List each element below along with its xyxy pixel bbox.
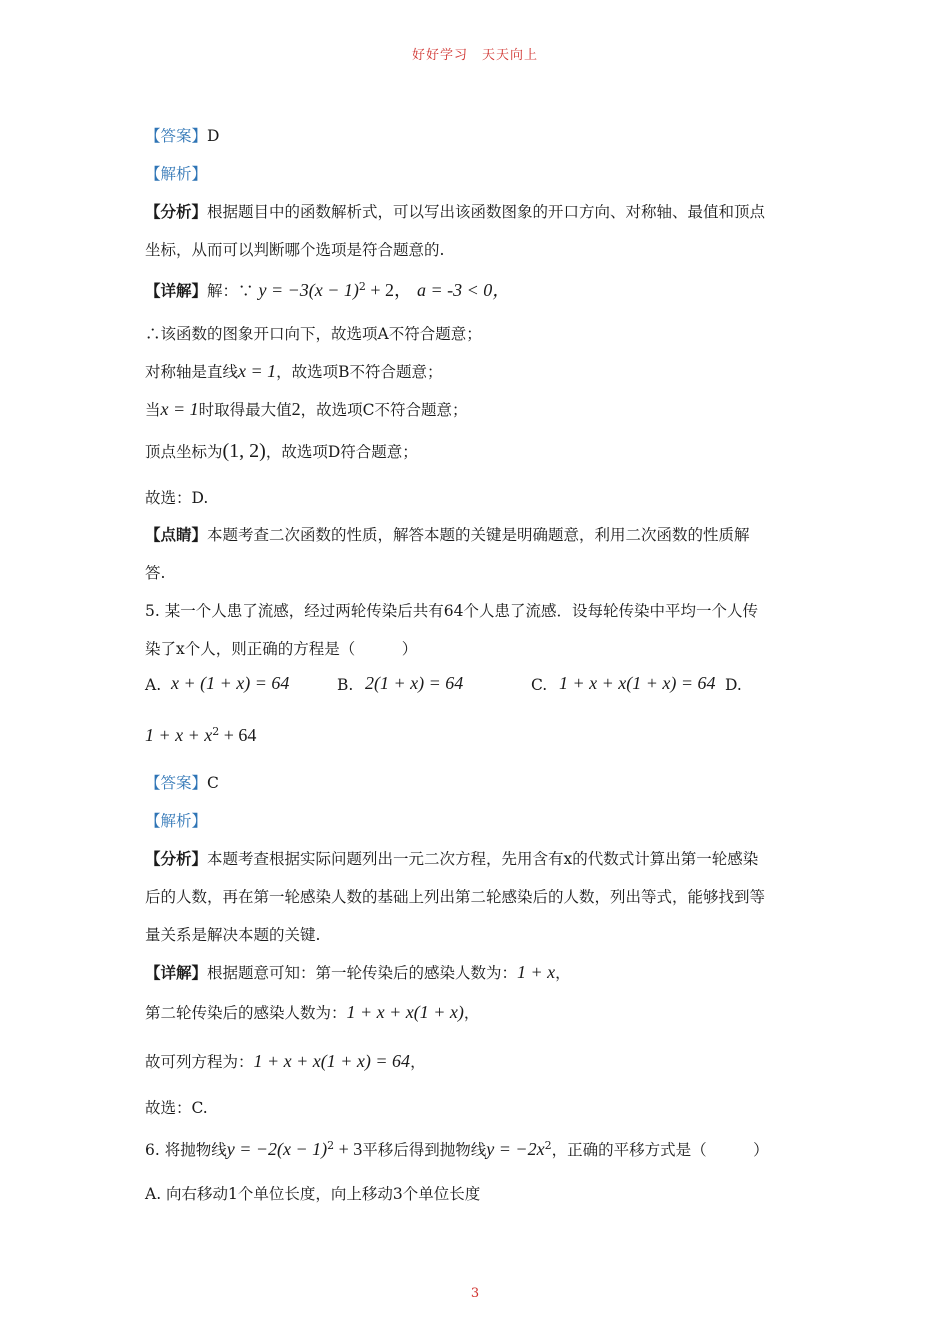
math-exponent: 2 [358,279,366,293]
text: ，故选项B不符合题意； [276,363,443,381]
math-expression: 2 [291,399,301,419]
answer-tag: 【答案】 [145,774,208,792]
q4-dianjing-line1 [145,523,750,545]
text: 对称轴是直线 [145,363,239,381]
text: ， [463,1004,480,1022]
fenxi-tag: 【分析】 [145,849,208,868]
text: 当 [145,401,161,419]
q4-answer-line [145,124,219,146]
math-expression: 1 + x + x(1 + x) = 64 [253,1051,411,1071]
math-expression-tail: + 3 [334,1139,363,1159]
detail-text: 故可列方程为： [145,1053,254,1071]
math-exponent: 2 [212,724,220,738]
math-expression: (1, 2) [222,440,266,462]
q4-line-axis [145,360,443,382]
q6-option-a: A. 向右移动1个单位长度，向上移动3个单位长度 [145,1185,481,1203]
q4-fenxi-line1 [145,200,765,222]
q5-detail-line3 [145,1050,426,1072]
text: ， [410,1053,426,1071]
option-expr-c: 1 + x + x(1 + x) = 64 [559,673,716,693]
q5-detail-line1 [145,961,571,983]
option-label-d: D. [725,676,742,694]
q4-line-vertex [145,440,418,463]
text: 平移后得到抛物线 [362,1141,487,1159]
dianjing-tag: 【点睛】 [145,525,208,544]
detail-text: 第二轮传染后的感染人数为： [145,1004,347,1022]
option-label-a: A. [145,676,162,694]
math-expression: 1 + x [517,962,556,982]
answer-value: C [207,774,219,792]
analysis-tag: 【解析】 [145,812,208,830]
q4-line-max [145,398,468,420]
option-label-b: B. [337,676,354,694]
math-expression: x = 1 [238,361,277,381]
q5-fenxi-line3: 量关系是解决本题的关键. [145,926,321,944]
text: ， [555,964,571,982]
detail-text: 根据题意可知：第一轮传染后的感染人数为： [207,964,518,982]
q4-fenxi-line2: 坐标，从而可以判断哪个选项是符合题意的. [145,241,445,259]
q5-option-d-line [145,725,256,746]
detail-tag: 【详解】 [145,963,208,982]
math-expression-tail: + 64 [219,725,257,745]
q4-dianjing-line2: 答. [145,564,166,582]
text: 时取得最大值 [198,401,292,419]
q5-answer-line [145,771,219,793]
option-expr-b: 2(1 + x) = 64 [365,673,464,693]
dianjing-text: 本题考查二次函数的性质，解答本题的关键是明确题意，利用二次函数的性质解 [207,526,750,544]
q4-detail-line [145,276,510,302]
fenxi-text: 本题考查根据实际问题列出一元二次方程，先用含有x的代数式计算出第一轮感染 [207,850,759,868]
q5-stem-line1: 5. 某一个人患了流感，经过两轮传染后共有64个人患了流感．设每轮传染中平均一个人传 [145,602,758,620]
q6-stem [145,1138,769,1160]
fenxi-tag: 【分析】 [145,202,208,221]
q5-fenxi-line2: 后的人数，再在第一轮感染人数的基础上列出第二轮感染后的人数，列出等式，能够找到等 [145,888,766,906]
math-expression: y = −2x [486,1139,545,1159]
math-expression-tail: + 2， [365,280,413,300]
text: 6. 将抛物线 [145,1141,227,1159]
q4-choose: 故选：D. [145,489,209,507]
q5-fenxi-line1 [145,847,758,869]
text: ，正确的平移方式是（ ） [551,1141,769,1159]
fenxi-text: 根据题目中的函数解析式，可以写出该函数图象的开口方向、对称轴、最值和顶点 [207,203,766,221]
q5-options-row [145,673,813,704]
math-condition: a = -3 < 0， [416,280,511,300]
q5-stem-line2: 染了x个人，则正确的方程是（ ） [145,640,418,658]
math-expression: x = 1 [160,399,199,419]
analysis-tag: 【解析】 [145,165,208,183]
math-expression: y = −2(x − 1) [226,1139,328,1159]
option-label-c: C. [531,676,548,694]
math-exponent: 2 [327,1138,335,1152]
text: ，故选项C不符合题意； [300,401,468,419]
page-header: 好好学习 天天向上 [411,48,538,63]
answer-tag: 【答案】 [145,127,208,145]
page-number: 3 [470,1286,480,1301]
math-exponent: 2 [544,1138,552,1152]
answer-value: D [207,127,220,145]
text: 顶点坐标为 [145,443,223,461]
text: ，故选项D符合题意； [265,443,418,461]
q5-choose: 故选：C. [145,1099,208,1117]
detail-tag: 【详解】 [145,281,208,300]
math-expression: 1 + x + x(1 + x) [346,1002,464,1022]
q4-line-open: ∴该函数的图象开口向下，故选项A不符合题意； [145,325,482,343]
q5-detail-line2 [145,1001,479,1023]
option-expr-d: 1 + x + x [145,725,213,745]
detail-prefix: 解：∵ [207,282,254,300]
option-expr-a: x + (1 + x) = 64 [171,673,290,693]
math-expression: y = −3(x − 1) [258,280,359,300]
